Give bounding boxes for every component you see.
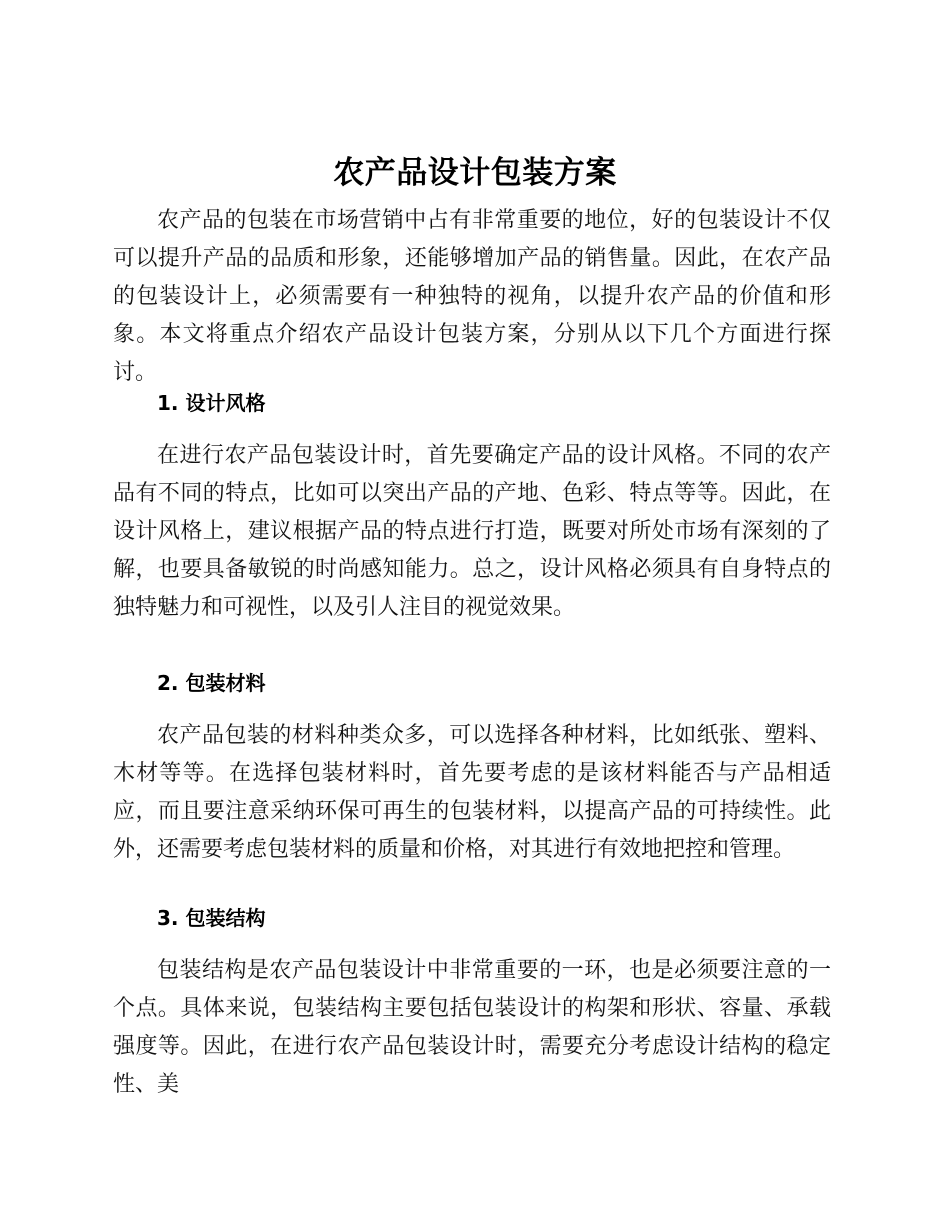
section-number-1: 1.: [157, 391, 179, 415]
section-body-3: 包装结构是农产品包装设计中非常重要的一环，也是必须要注意的一个点。具体来说，包装结构主要包括包装设计的构架和形状、容量、承载强度等。因此，在进行农产品包装设计时，需要充分考虑设计结构的稳定性、美: [113, 958, 831, 1097]
intro-paragraph: 农产品的包装在市场营销中占有非常重要的地位，好的包装设计不仅可以提升产品的品质和形象，还能够增加产品的销售量。因此，在农产品的包装设计上，必须需要有一种独特的视角，以提升农产品的价值和形象。本文将重点介绍农产品设计包装方案，分别从以下几个方面进行探讨。: [113, 208, 831, 385]
document-title: 农产品设计包装方案: [333, 155, 617, 191]
section-heading-1: [157, 389, 265, 417]
section-number-3: 3.: [157, 906, 179, 930]
section-title-3: 包装结构: [185, 906, 266, 930]
section-title-2: 包装材料: [185, 671, 266, 695]
section-body-2: 农产品包装的材料种类众多，可以选择各种材料，比如纸张、塑料、木材等等。在选择包装材料时，首先要考虑的是该材料能否与产品相适应，而且要注意采纳环保可再生的包装材料，以提高产品的可持续性。此外，还需要考虑包装材料的质量和价格，对其进行有效地把控和管理。: [113, 723, 831, 862]
section-heading-3: [157, 904, 265, 932]
section-title-1: 设计风格: [185, 391, 266, 415]
section-heading-2: [157, 669, 265, 697]
section-body-1: 在进行农产品包装设计时，首先要确定产品的设计风格。不同的农产品有不同的特点，比如可以突出产品的产地、色彩、特点等等。因此，在设计风格上，建议根据产品的特点进行打造，既要对所处市场有深刻的了解，也要具备敏锐的时尚感知能力。总之，设计风格必须具有自身特点的独特魅力和可视性，以及引人注目的视觉效果。: [113, 443, 831, 620]
section-number-2: 2.: [157, 671, 179, 695]
